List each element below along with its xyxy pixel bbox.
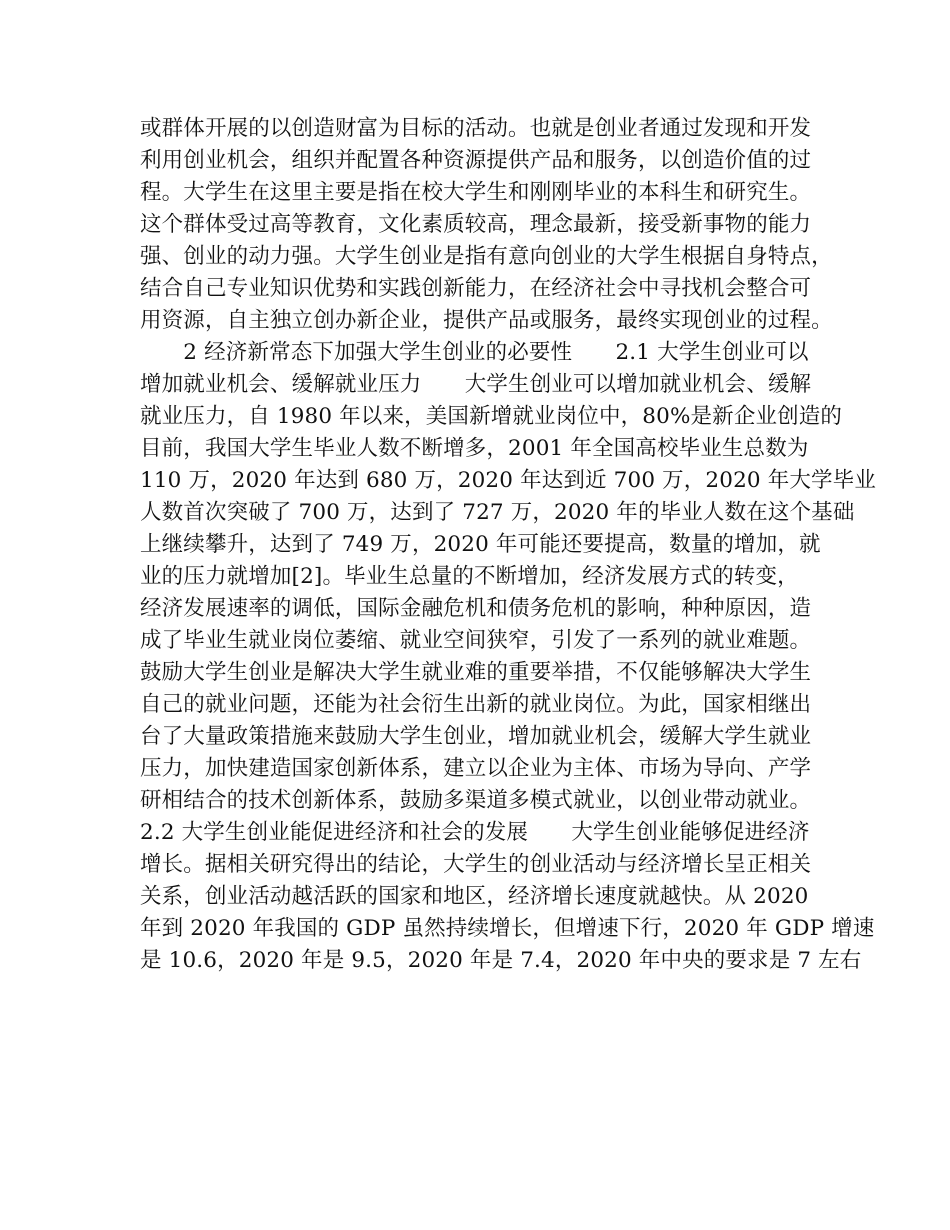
text-line: 上继续攀升，达到了 749 万，2020 年可能还要提高，数量的增加，就 xyxy=(140,532,821,557)
text-line: 成了毕业生就业岗位萎缩、就业空间狭窄，引发了一系列的就业难题。 xyxy=(140,628,812,653)
text-line: 关系，创业活动越活跃的国家和地区，经济增长速度就越快。从 2020 xyxy=(140,884,809,909)
text-line: 研相结合的技术创新体系，鼓励多渠道多模式就业，以创业带动就业。 xyxy=(140,788,812,813)
text-line: 业的压力就增加[2]。毕业生总量的不断增加，经济发展方式的转变， xyxy=(140,564,799,589)
text-line: 110 万，2020 年达到 680 万，2020 年达到近 700 万，2020 年大学毕业 xyxy=(140,468,876,493)
text-line: 自己的就业问题，还能为社会衍生出新的就业岗位。为此，国家相继出 xyxy=(140,692,812,717)
text-line: 人数首次突破了 700 万，达到了 727 万，2020 年的毕业人数在这个基础 xyxy=(140,500,855,525)
text-line: 增加就业机会、缓解就业压力 大学生创业可以增加就业机会、缓解 xyxy=(140,372,812,397)
text-line: 增长。据相关研究得出的结论，大学生的创业活动与经济增长呈正相关 xyxy=(140,852,812,877)
text-line: 压力，加快建造国家创新体系，建立以企业为主体、市场为导向、产学 xyxy=(140,756,812,781)
text-line: 就业压力，自 1980 年以来，美国新增就业岗位中，80%是新企业创造的 xyxy=(140,404,843,429)
text-line: 是 10.6，2020 年是 9.5，2020 年是 7.4，2020 年中央的要求是 7 左右 xyxy=(140,948,862,973)
text-line: 利用创业机会，组织并配置各种资源提供产品和服务，以创造价值的过 xyxy=(140,148,812,173)
text-line: 2.2 大学生创业能促进经济和社会的发展 大学生创业能够促进经济 xyxy=(140,820,810,845)
text-line: 年到 2020 年我国的 GDP 虽然持续增长，但增速下行，2020 年 GDP 增速 xyxy=(140,916,875,941)
text-line: 经济发展速率的调低，国际金融危机和债务危机的影响，种种原因，造 xyxy=(140,596,812,621)
text-line: 这个群体受过高等教育，文化素质较高，理念最新，接受新事物的能力 xyxy=(140,212,812,237)
text-line: 强、创业的动力强。大学生创业是指有意向创业的大学生根据自身特点， xyxy=(140,244,833,269)
text-line: 台了大量政策措施来鼓励大学生创业，增加就业机会，缓解大学生就业 xyxy=(140,724,812,749)
text-line: 结合自己专业知识优势和实践创新能力，在经济社会中寻找机会整合可 xyxy=(140,276,812,301)
text-line: 或群体开展的以创造财富为目标的活动。也就是创业者通过发现和开发 xyxy=(140,116,812,141)
text-line: 2 经济新常态下加强大学生创业的必要性 2.1 大学生创业可以 xyxy=(140,340,809,365)
text-line: 用资源，自主独立创办新企业，提供产品或服务，最终实现创业的过程。 xyxy=(140,308,833,333)
text-line: 鼓励大学生创业是解决大学生就业难的重要举措，不仅能够解决大学生 xyxy=(140,660,812,685)
text-line: 程。大学生在这里主要是指在校大学生和刚刚毕业的本科生和研究生。 xyxy=(140,180,812,205)
text-line: 目前，我国大学生毕业人数不断增多，2001 年全国高校毕业生总数为 xyxy=(140,436,809,461)
